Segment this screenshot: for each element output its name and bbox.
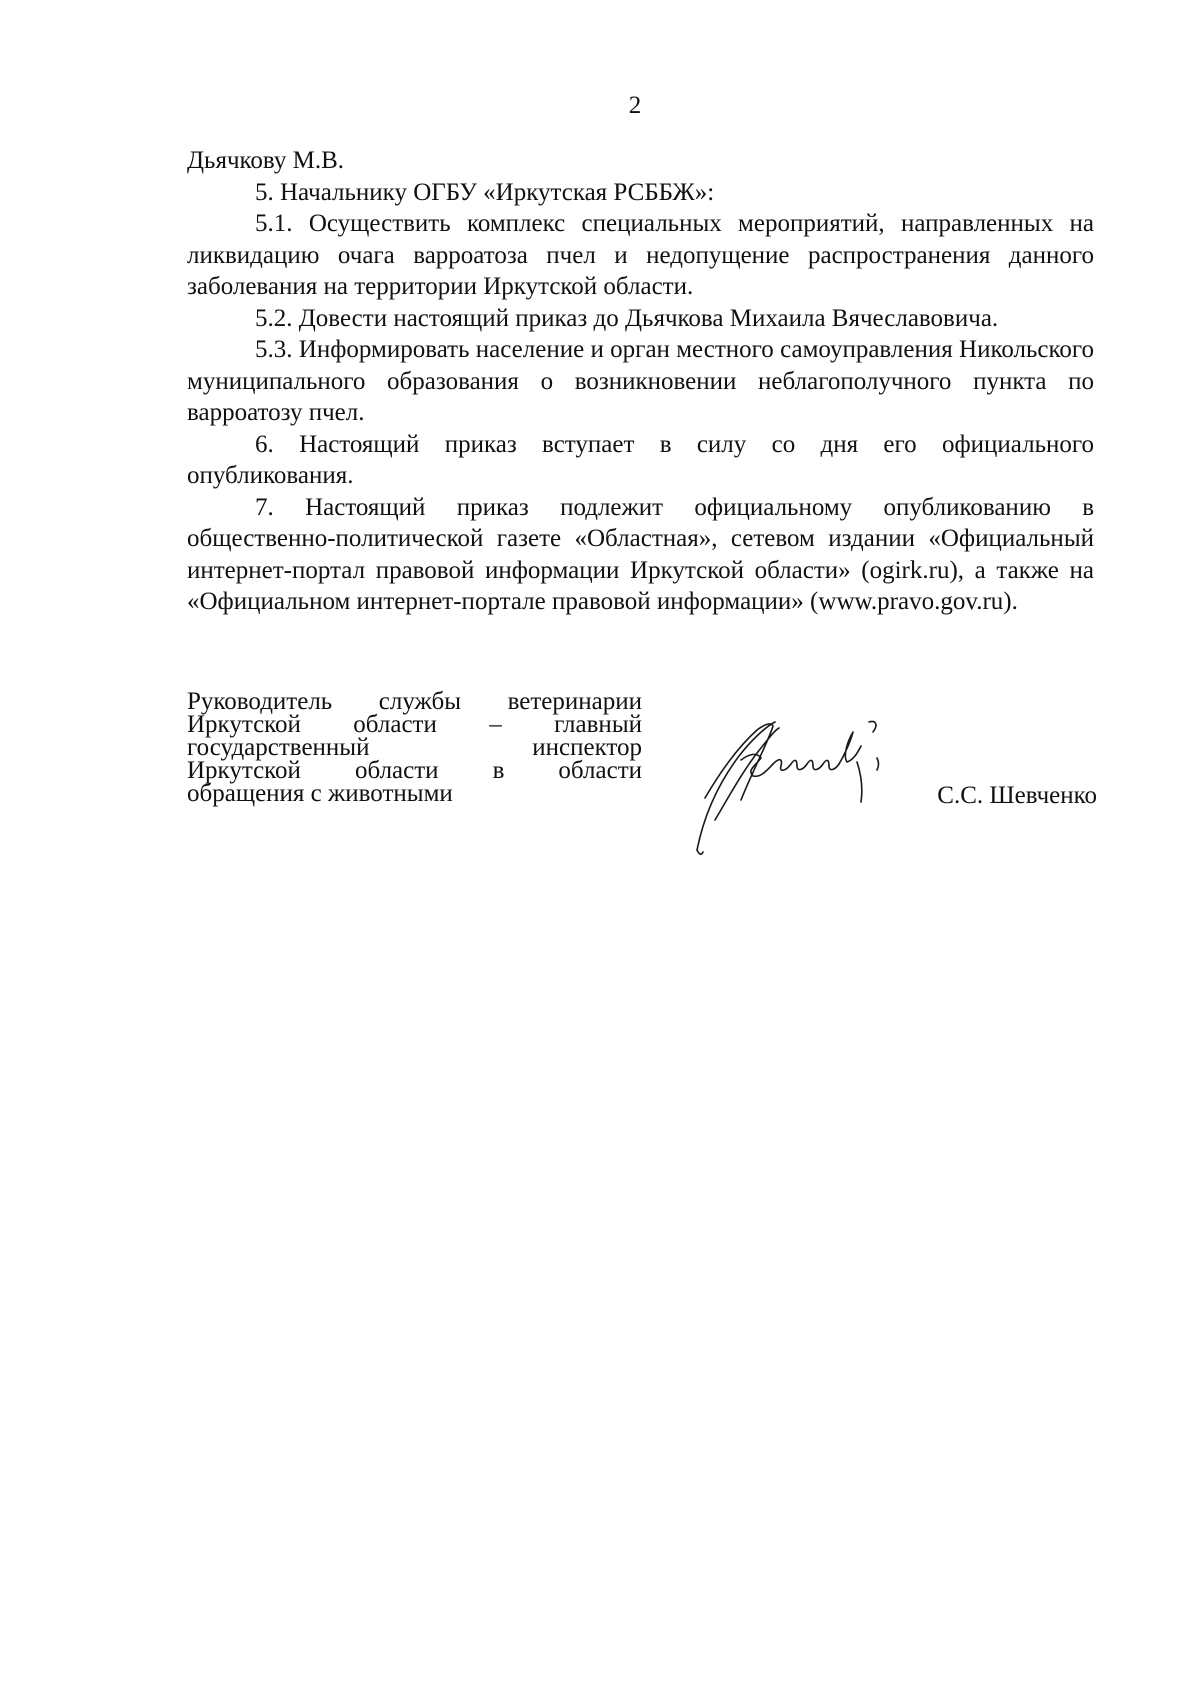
- page-number: 2: [628, 92, 642, 119]
- paragraph-item-6: 6. Настоящий приказ вступает в силу со дня его официального опубликования.: [187, 430, 1094, 489]
- signer-title: [187, 690, 642, 805]
- signer-name: С.С. Шевченко: [937, 782, 1097, 809]
- signer-title-line: обращения с животными: [187, 780, 453, 807]
- document-body: [187, 145, 1094, 618]
- paragraph-addressee-continuation: Дьячкову М.В.: [187, 147, 345, 174]
- signature-block: [187, 690, 1097, 860]
- paragraph-item-5: 5. Начальнику ОГБУ «Иркутская РСББЖ»:: [255, 178, 715, 206]
- signer-title-line: Иркутской области в области: [187, 757, 642, 784]
- paragraph-item-5-2: 5.2. Довести настоящий приказ до Дьячкова Михаила Вячеславовича.: [255, 304, 999, 332]
- paragraph-item-7: 7. Настоящий приказ подлежит официальному опубликованию в общественно-политической газете «Областная», сетевом издании «Официальный интернет-портал правовой информации Иркутской области» (ogirk.ru), а также на «Официальном интернет-портале правовой информации» (www.pravo.gov.ru).: [187, 493, 1094, 615]
- paragraph-item-5-3: 5.3. Информировать население и орган местного самоуправления Никольского муниципального образования о возникновении неблагополучного пункта по варроатозу пчел.: [187, 336, 1094, 426]
- paragraph-item-5-1: 5.1. Осуществить комплекс специальных мероприятий, направленных на ликвидацию очага варроатоза пчел и недопущение распространения данного заболевания на территории Иркутской области.: [187, 210, 1094, 300]
- signer-title-line: Иркутской области – главный: [187, 711, 642, 738]
- signer-title-line: государственный инспектор: [187, 734, 642, 761]
- handwritten-signature: [657, 700, 897, 860]
- signer-title-line: Руководитель службы ветеринарии: [187, 688, 642, 715]
